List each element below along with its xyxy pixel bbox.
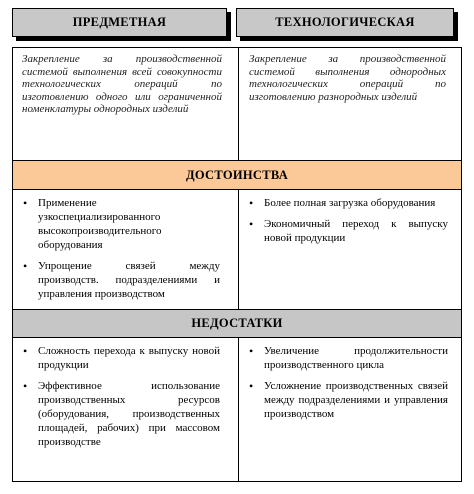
disadvantages-right-list — [246, 344, 448, 428]
list-item: • Применение узкоспециализированного высокопроизводительного оборудования — [20, 196, 220, 252]
header-left-label: ПРЕДМЕТНАЯ — [72, 15, 167, 29]
description-right: Закрепление за производственной системой выполнения однородных технологических операций по изготовлению разнородных изделий — [249, 53, 446, 103]
advantages-left-list — [20, 196, 220, 308]
list-item: • Эффективное использование производственных ресурсов (оборудования, производственных площадей, рабочих) при массовом производстве — [20, 379, 220, 449]
description-left: Закрепление за производственной системой выполнения всей совокупности технологических операций по изготовлению одного или ограниченной номенклатуры однородных изделий — [22, 53, 222, 115]
list-item: • Сложность перехода к выпуску новой продукции — [20, 344, 220, 372]
list-item: • Упрощение связей между производств. подразделениями и управления производством — [20, 259, 220, 301]
disadvantages-header — [12, 309, 462, 338]
advantages-header — [12, 160, 462, 190]
disadvantages-left-list — [20, 344, 220, 456]
advantages-right-list — [246, 196, 448, 252]
list-item: • Увеличение продолжительности производственного цикла — [246, 344, 448, 372]
list-item: • Более полная загрузка оборудования — [246, 196, 448, 210]
header-right — [236, 8, 454, 37]
header-left — [12, 8, 227, 37]
disadvantages-title: НЕДОСТАТКИ — [191, 316, 283, 330]
advantages-title: ДОСТОИНСТВА — [185, 167, 289, 182]
list-item: • Усложнение производственных связей между подразделениями и управления производством — [246, 379, 448, 421]
list-item: • Экономичный переход к выпуску новой продукции — [246, 217, 448, 245]
header-right-label: ТЕХНОЛОГИЧЕСКАЯ — [275, 15, 415, 29]
